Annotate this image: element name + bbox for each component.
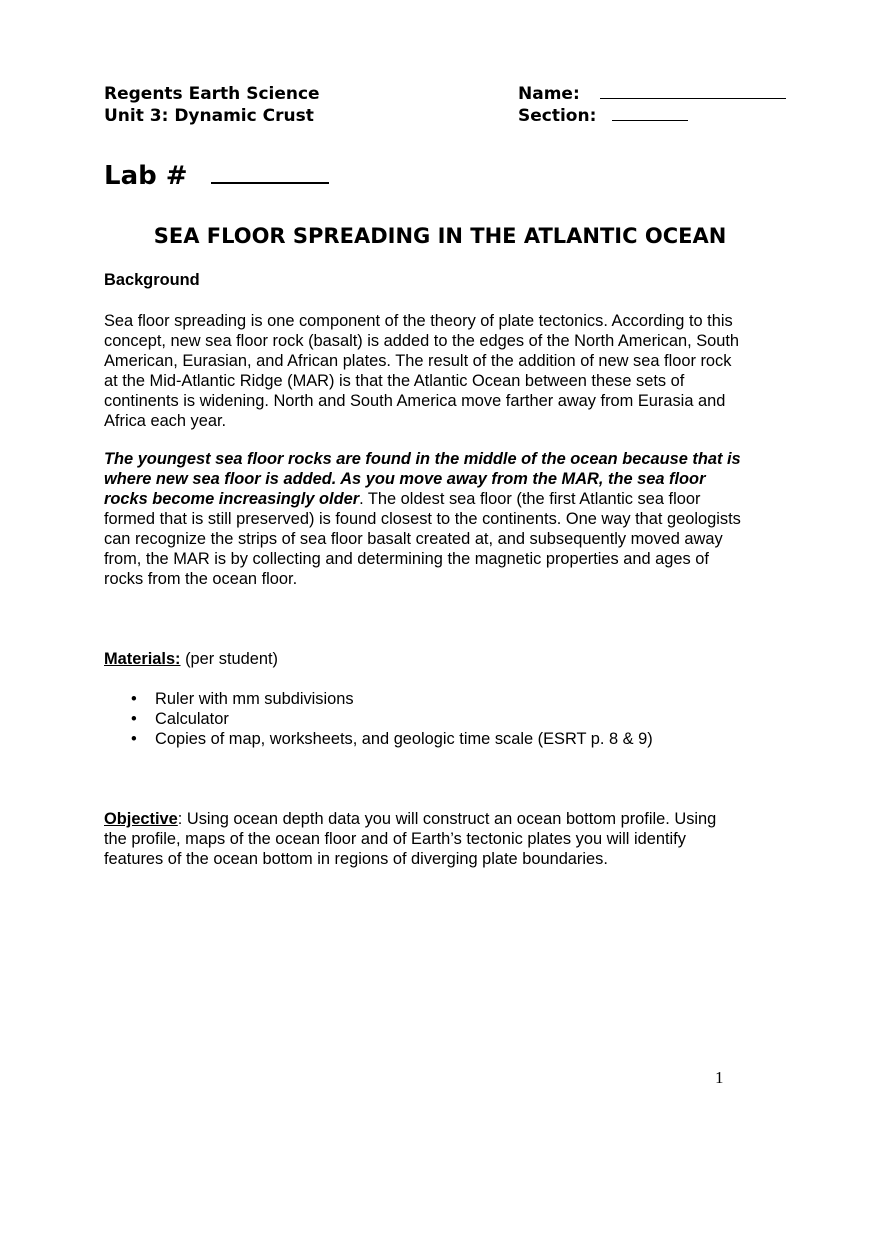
name-label: Name:: [518, 84, 580, 104]
section-label: Section:: [518, 106, 597, 126]
paragraph-line: features of the ocean bottom in regions of diverging plate boundaries.: [104, 850, 608, 868]
paragraph-line: concept, new sea floor rock (basalt) is added to the edges of the North American, South: [104, 332, 740, 350]
lab-number-field[interactable]: [104, 158, 329, 191]
background-paragraph-1: [104, 311, 739, 431]
list-item: [104, 729, 653, 749]
page-number: 1: [715, 1068, 724, 1087]
page-title: SEA FLOOR SPREADING IN THE ATLANTIC OCEAN: [153, 224, 727, 248]
material-item: Ruler with mm subdivisions: [155, 690, 354, 708]
lab-label: Lab #: [104, 161, 188, 191]
background-heading: Background: [104, 271, 200, 289]
bullet-icon: •: [131, 690, 137, 708]
paragraph-line: at the Mid-Atlantic Ridge (MAR) is that the Atlantic Ocean between these sets of: [104, 372, 685, 390]
objective-label: Objective: [104, 810, 178, 828]
paragraph-line: from, the MAR is by collecting and determining the magnetic properties and ages of: [104, 550, 709, 568]
paragraph-line: can recognize the strips of sea floor basalt created at, and subsequently moved away: [104, 530, 723, 548]
paragraph-line: Africa each year.: [104, 412, 227, 430]
emphasis-line: The youngest sea floor rocks are found in the middle of the ocean because that is: [104, 450, 741, 468]
paragraph-line: Sea floor spreading is one component of the theory of plate tectonics. According to this: [104, 312, 733, 330]
name-blank[interactable]: [600, 83, 786, 99]
materials-qualifier: (per student): [180, 650, 279, 668]
unit-title: Unit 3: Dynamic Crust: [104, 106, 314, 126]
paragraph-line: the profile, maps of the ocean floor and of Earth’s tectonic plates you will identify: [104, 830, 686, 848]
bullet-icon: •: [131, 710, 137, 728]
background-paragraph-2: [104, 449, 741, 589]
emphasis-line: where new sea floor is added. As you move away from the MAR, the sea floor: [104, 470, 706, 488]
list-item: [104, 689, 653, 709]
paragraph-line: continents is widening. North and South America move farther away from Eurasia and: [104, 392, 726, 410]
bullet-icon: •: [131, 730, 137, 748]
materials-label: Materials:: [104, 650, 181, 668]
materials-list: [104, 689, 653, 749]
paragraph-line: formed that is still preserved) is found closest to the continents. One way that geologists: [104, 510, 741, 528]
emphasis-line: rocks become increasingly older: [104, 490, 360, 508]
course-title: Regents Earth Science: [104, 84, 320, 104]
paragraph-line: . The oldest sea floor (the first Atlantic sea floor: [359, 490, 701, 508]
material-item: Copies of map, worksheets, and geologic time scale (ESRT p. 8 & 9): [155, 730, 653, 748]
objective-paragraph: [104, 809, 716, 869]
materials-heading: [104, 649, 278, 669]
paragraph-line: American, Eurasian, and African plates. The result of the addition of new sea floor rock: [104, 352, 732, 370]
section-field[interactable]: [518, 105, 688, 127]
paragraph-line: rocks from the ocean floor.: [104, 570, 298, 588]
material-item: Calculator: [155, 710, 229, 728]
lab-number-blank[interactable]: [211, 158, 329, 184]
name-field[interactable]: [518, 83, 786, 105]
section-blank[interactable]: [612, 105, 688, 121]
list-item: [104, 709, 653, 729]
paragraph-line: : Using ocean depth data you will construct an ocean bottom profile. Using: [177, 810, 717, 828]
